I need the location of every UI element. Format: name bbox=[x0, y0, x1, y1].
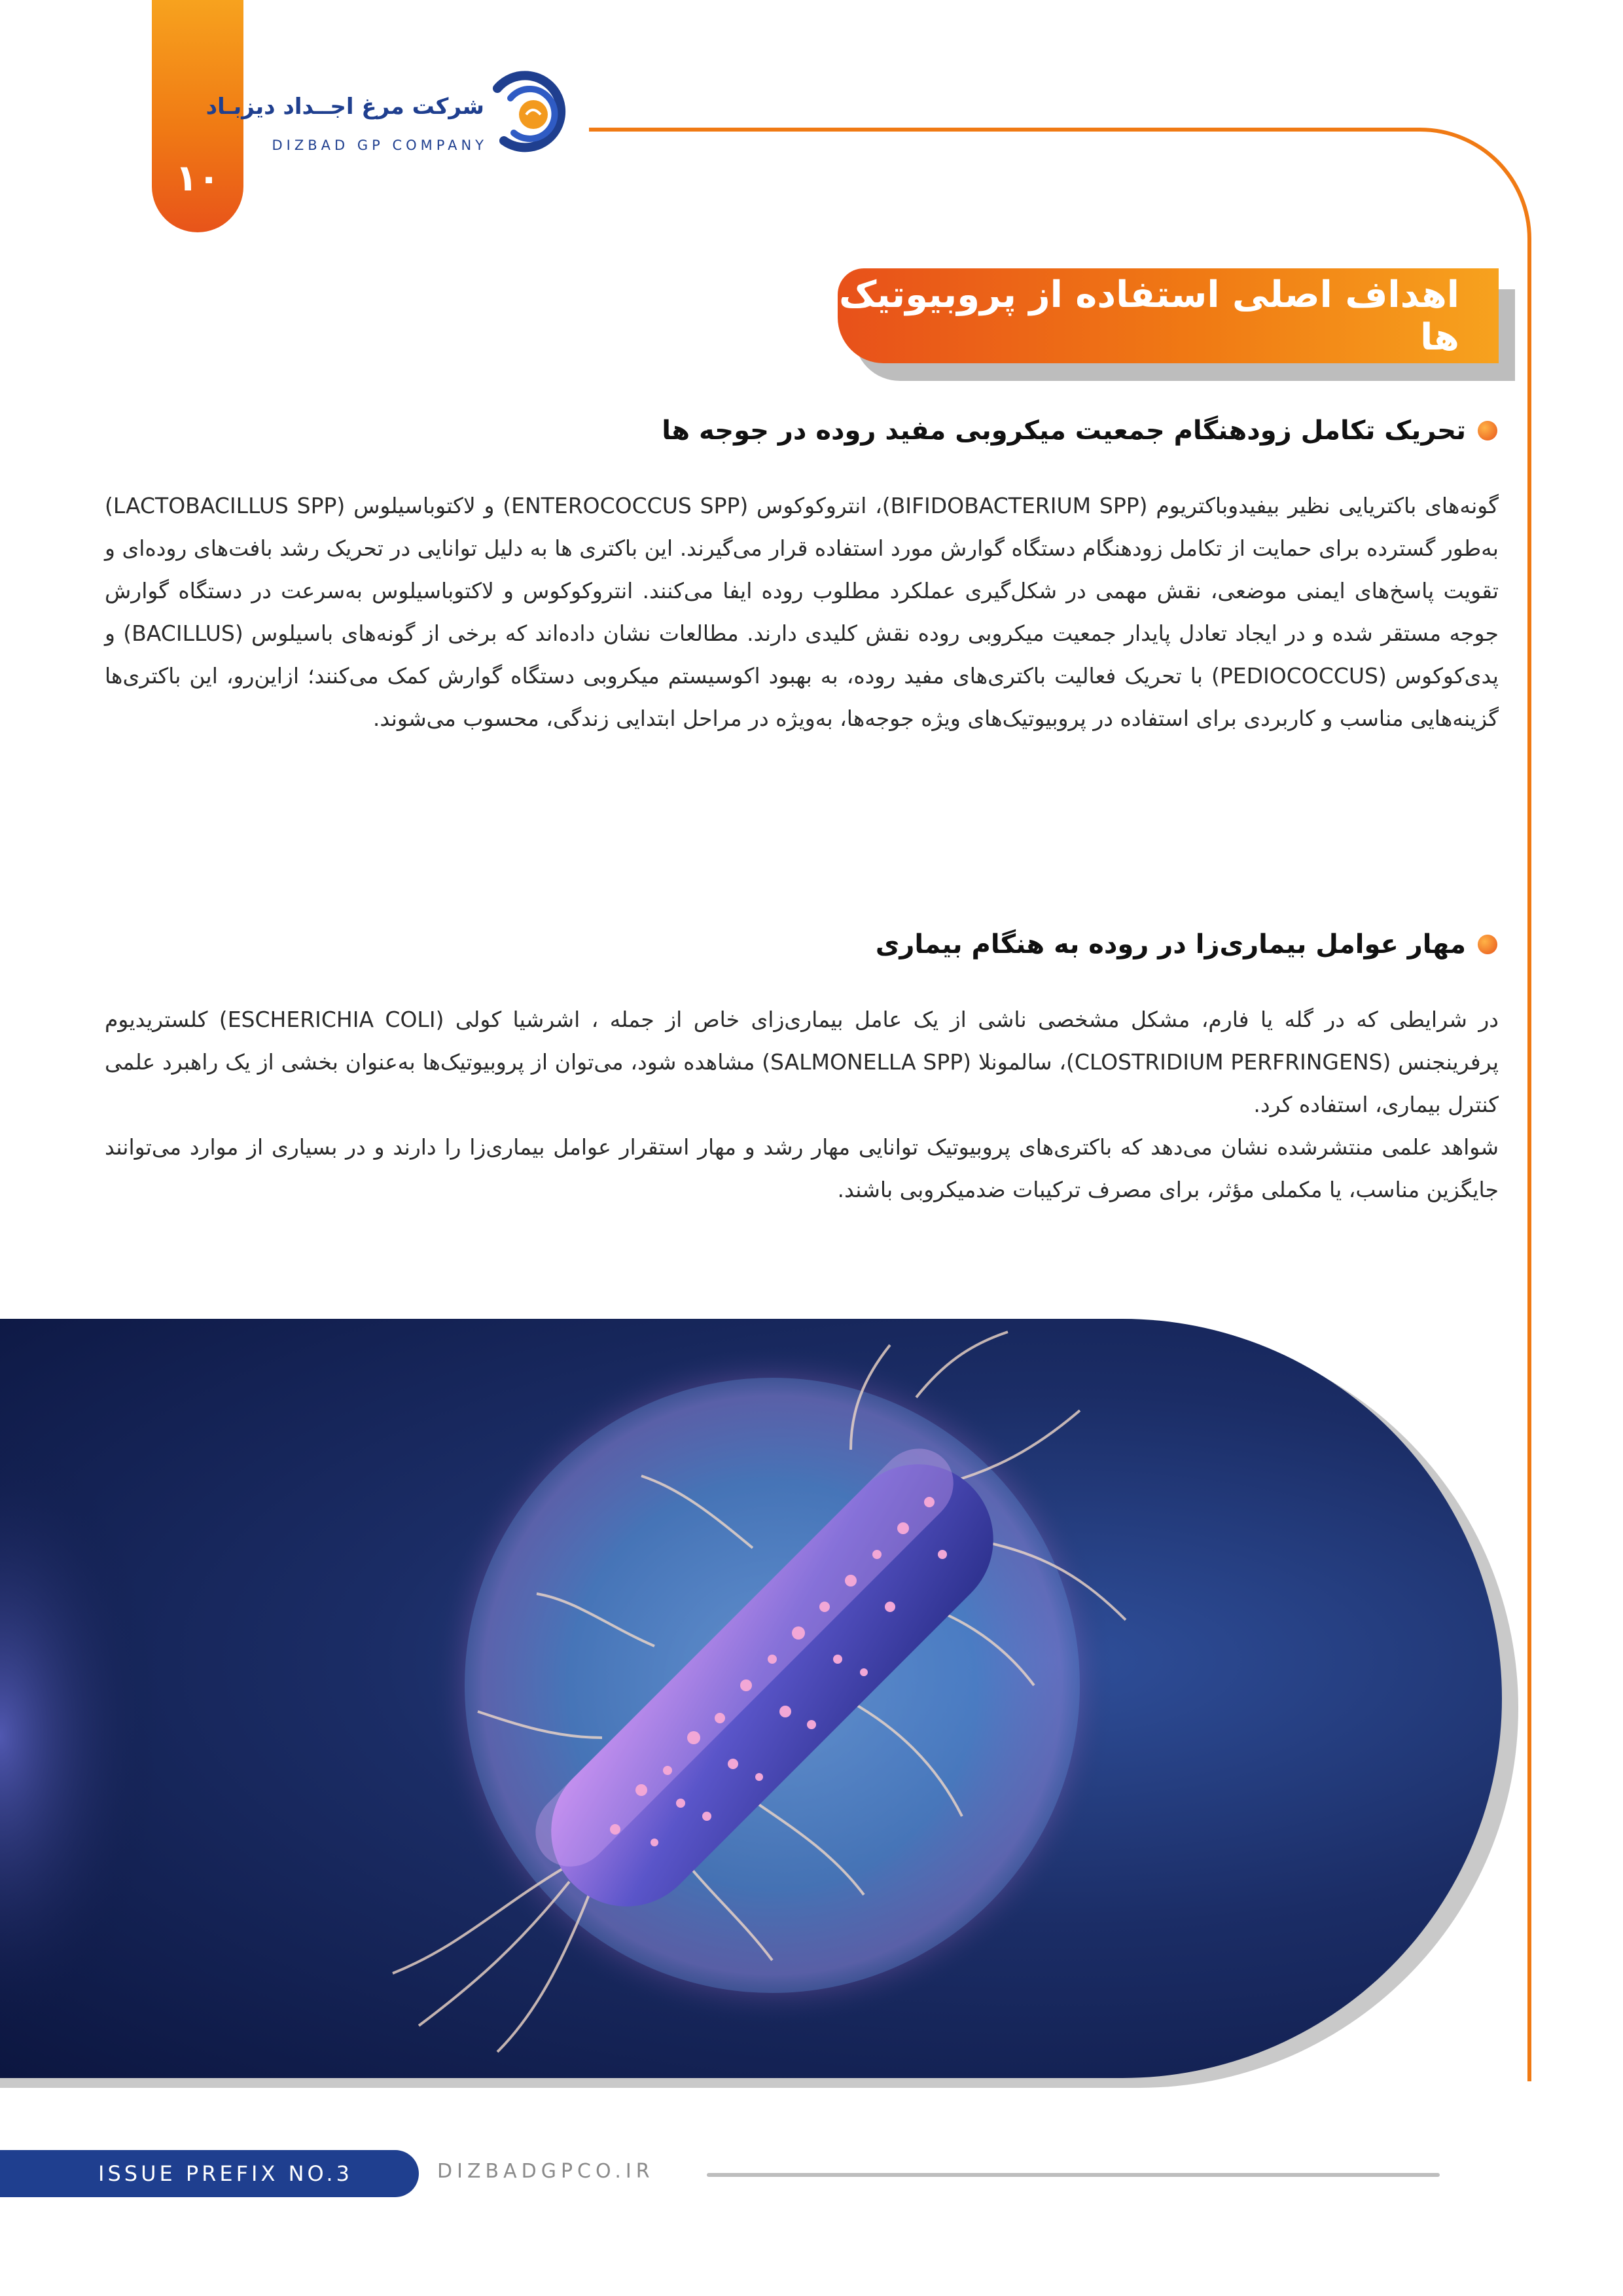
logo-persian-name: شرکت مرغ اجــداد دیزبـاد bbox=[205, 94, 484, 120]
footer-website-url: DIZBADGPCO.IR bbox=[437, 2160, 654, 2183]
page-number: ۱۰ bbox=[175, 157, 221, 200]
footer-issue-badge: ISSUE PREFIX NO.3 bbox=[0, 2150, 419, 2197]
section-2-body bbox=[105, 998, 1499, 1211]
section-heading-2-text: مهار عوامل بیماری‌زا در روده به هنگام بیماری bbox=[875, 929, 1466, 960]
section-1-paragraph: گونه‌های باکتریایی نظیر بیفیدوباکتریوم (BIFIDOBACTERIUM SPP)، انتروکوکوس (ENTEROCOCCUS SPP) و لاکتوباسیلوس (LACTOBACILLUS SPP) به‌طور گسترده برای حمایت از تکامل زودهنگام دستگاه گوارش مورد استفاده قرار می‌گیرند. این باکتری ها به دلیل توانایی در تحریک رشد بافت‌های روده‌ای و تقویت پاسخ‌های ایمنی موضعی، نقش مهمی در شکل‌گیری عملکرد مطلوب روده ایفا می‌کنند. انتروکوکوس و لاکتوباسیلوس به‌سرعت در دستگاه گوارش جوجه مستقر شده و در ایجاد تعادل پایدار جمعیت میکروبی روده نقش کلیدی دارند. مطالعات نشان داده‌اند که برخی از گونه‌های باسیلوس (BACILLUS) و پدی‌کوکوس (PEDIOCOCCUS) با تحریک فعالیت باکتری‌های مفید روده، به بهبود اکوسیستم میکروبی دستگاه گوارش کمک می‌کنند؛ ازاین‌رو، این باکتری‌ها گزینه‌هایی مناسب و کاربردی برای استفاده در پروبیوتیک‌های ویژه جوجه‌ها، به‌ویژه در مراحل ابتدایی زندگی، محسوب می‌شوند. bbox=[105, 493, 1499, 731]
bullet-dot-icon bbox=[1478, 421, 1497, 440]
frame-right-rule bbox=[1527, 295, 1531, 2081]
section-1-body bbox=[105, 484, 1499, 740]
header-rule bbox=[589, 128, 1342, 132]
bullet-dot-icon bbox=[1478, 935, 1497, 954]
bacterium-illustration bbox=[0, 1319, 1502, 2078]
section-2-paragraph-2: شواهد علمی منتشرشده نشان می‌دهد که باکتری‌های پروبیوتیک توانایی مهار رشد و مهار استقرار عوامل بیماری‌زا را دارند و در بسیاری از موارد می‌توانند جایگزین مناسب، یا مکملی مؤثر، برای مصرف ترکیبات ضدمیکروبی باشند. bbox=[105, 1134, 1499, 1202]
logo-english-name: DIZBAD GP COMPANY bbox=[272, 137, 488, 153]
bacterium-icon bbox=[0, 1319, 1502, 2078]
page-title: اهداف اصلی استفاده از پروبیوتیک ها bbox=[838, 268, 1499, 363]
section-2-paragraph-1: در شرایطی که در گله یا فارم، مشکل مشخصی ناشی از یک عامل بیماری‌زای خاص از جمله ، اشرشیا کولی (ESCHERICHIA COLI) کلستریدیوم پرفرینجنس (CLOSTRIDIUM PERFRINGENS)، سالمونلا (SALMONELLA SPP) مشاهده شود، می‌توان از پروبیوتیک‌ها به‌عنوان بخشی از یک راهبرد علمی کنترل بیماری، استفاده کرد. bbox=[105, 1007, 1499, 1117]
section-heading-2 bbox=[516, 929, 1497, 960]
company-logo bbox=[205, 62, 582, 160]
logo-mark-icon bbox=[484, 62, 582, 160]
footer-rule bbox=[707, 2173, 1440, 2177]
section-heading-1 bbox=[516, 416, 1497, 446]
section-heading-1-text: تحریک تکامل زودهنگام جمعیت میکروبی مفید روده در جوجه ها bbox=[662, 416, 1466, 446]
